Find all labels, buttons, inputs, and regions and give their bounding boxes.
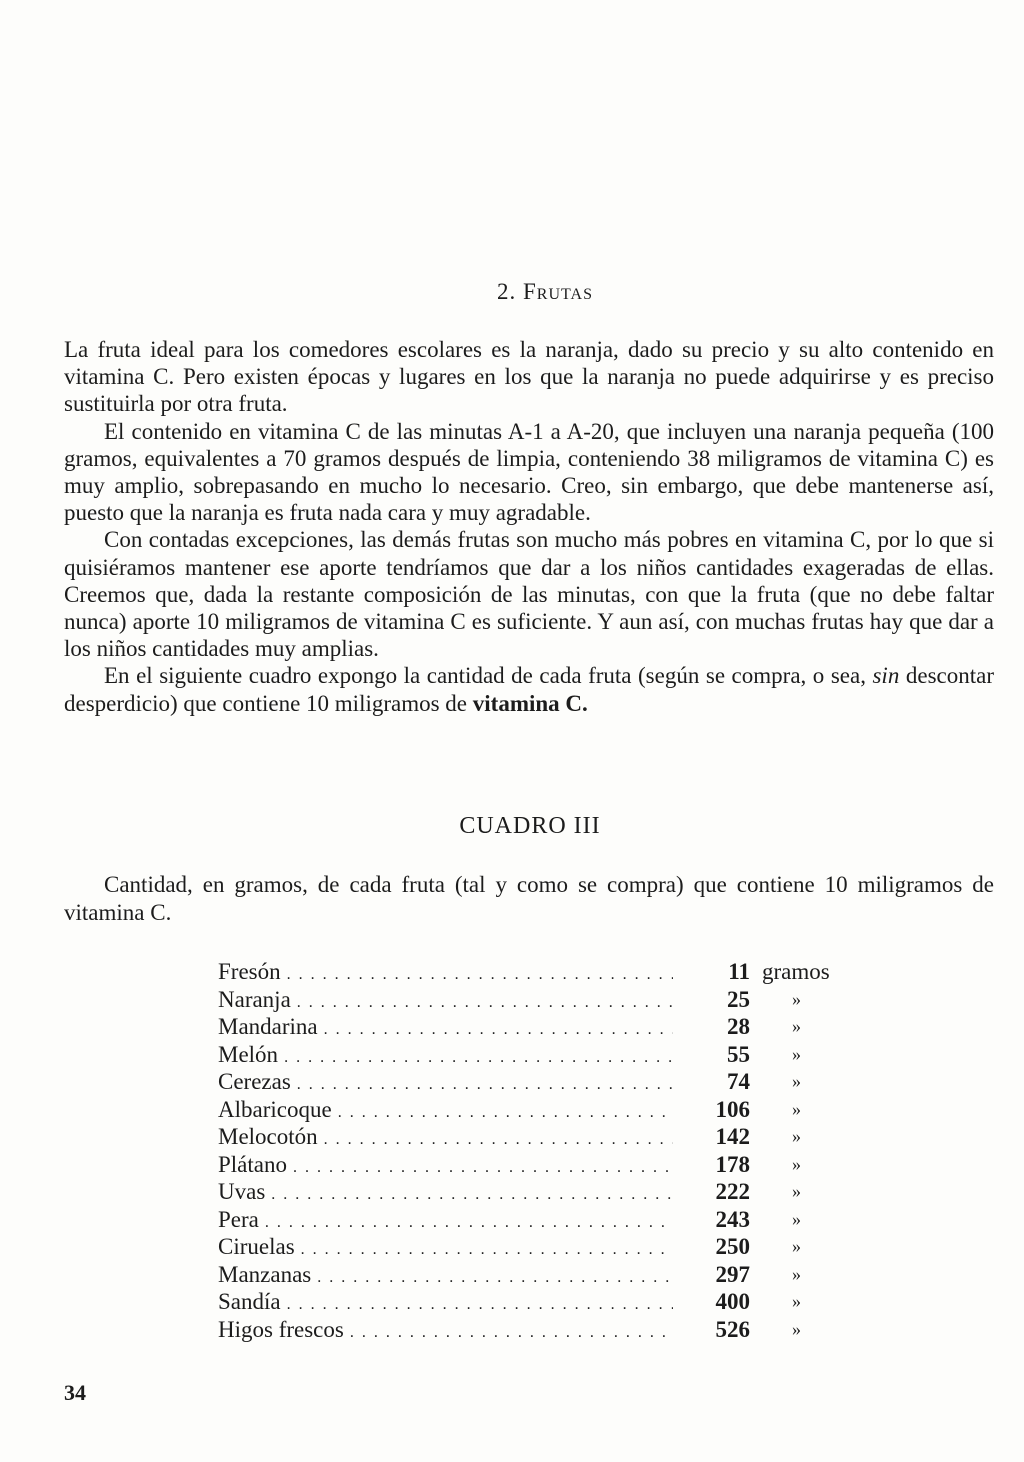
fruit-quantity: 25 [688, 986, 750, 1014]
ditto-mark: » [792, 1263, 801, 1284]
ditto-mark: » [792, 1071, 801, 1091]
section-title: Frutas [523, 279, 593, 304]
table-row [218, 1206, 858, 1234]
fruit-quantity: 55 [688, 1041, 750, 1069]
table-row [218, 1178, 858, 1206]
paragraph-4 [64, 662, 994, 716]
ditto-mark: » [792, 1043, 801, 1064]
ditto-mark: » [792, 1291, 801, 1311]
table-row [218, 1316, 858, 1344]
paragraph-4-emphasis: sin [872, 663, 900, 689]
body-text [64, 336, 994, 717]
fruit-quantity: 243 [688, 1206, 750, 1234]
fruit-quantity: 28 [688, 1013, 750, 1041]
section-heading [0, 279, 1024, 305]
fruit-name: Melón . . . [218, 1041, 673, 1072]
fruit-quantity: 106 [688, 1096, 750, 1124]
table-row [218, 1068, 858, 1096]
table-row [218, 958, 858, 986]
fruit-quantity: 297 [688, 1261, 750, 1289]
table-row [218, 1013, 858, 1041]
table-row [218, 986, 858, 1014]
ditto-mark: » [792, 988, 801, 1009]
fruit-quantity: 142 [688, 1123, 750, 1151]
table-row [218, 1151, 858, 1179]
unit-label: gramos [762, 959, 830, 984]
table-row [218, 1123, 858, 1151]
table-row [218, 1233, 858, 1261]
paragraph-4-part-b: descontar desperdicio) que contiene 10 miligramos de [64, 663, 994, 716]
fruit-name: Mandarina . . . [218, 1013, 673, 1044]
ditto-mark: » [792, 1153, 801, 1174]
fruit-table [218, 958, 858, 1343]
fruit-name: Fresón . . . [218, 958, 673, 989]
ditto-mark: » [792, 1318, 801, 1339]
fruit-quantity: 178 [688, 1151, 750, 1179]
ditto-mark: » [792, 1181, 801, 1201]
fruit-name: Higos frescos . . . [218, 1316, 673, 1347]
table-row [218, 1041, 858, 1069]
table-title: CUADRO III [459, 813, 601, 839]
fruit-name: Melocotón . . . [218, 1123, 673, 1154]
fruit-quantity: 11 [688, 958, 750, 986]
page-number: 34 [64, 1380, 86, 1405]
ditto-mark: » [792, 1016, 801, 1036]
ditto-mark: » [792, 1208, 801, 1229]
fruit-name: Manzanas . . . [218, 1261, 673, 1292]
fruit-quantity: 74 [688, 1068, 750, 1096]
ditto-mark: » [792, 1126, 801, 1146]
section-number: 2. [497, 279, 517, 304]
fruit-name: Albaricoque . . . [218, 1096, 673, 1127]
table-caption: Cantidad, en gramos, de cada fruta (tal y como se compra) que contiene 10 miligramos de vitamina C. [64, 872, 994, 925]
fruit-name: Pera . . . [218, 1206, 673, 1237]
fruit-quantity: 222 [688, 1178, 750, 1206]
fruit-quantity: 526 [688, 1316, 750, 1344]
fruit-name: Plátano . . . [218, 1151, 673, 1182]
ditto-mark: » [792, 1236, 801, 1256]
fruit-name: Sandía . . . [218, 1288, 673, 1319]
paragraph-4-part-a: En el siguiente cuadro expongo la cantidad de cada fruta (según se compra, o sea, [104, 663, 873, 689]
fruit-name: Naranja . . . [218, 986, 673, 1017]
fruit-quantity: 400 [688, 1288, 750, 1316]
table-row [218, 1288, 858, 1316]
paragraph-1: La fruta ideal para los comedores escolares es la naranja, dado su precio y su alto contenido en vitamina C. Pero existen épocas y lugares en los que la naranja no puede adquirirse y es preciso sustituirla por otra fruta. [64, 337, 994, 417]
ditto-mark: » [792, 1098, 801, 1119]
paragraph-4-bold: vitamina C. [472, 690, 588, 716]
paragraph-3: Con contadas excepciones, las demás frutas son mucho más pobres en vitamina C, por lo que si quisiéramos mantener ese aporte tendríamos que dar a los niños cantidades exageradas de ellas. Creemos que, dada la restante composición de las minutas, con que la fruta (que no debe faltar nunca) aporte 10 miligramos de vitamina C es suficiente. Y aun así, con muchas frutas hay que dar a los niños cantidades muy amplias. [64, 527, 994, 662]
fruit-name: Cerezas . . . [218, 1068, 673, 1099]
fruit-name: Uvas . . . [218, 1178, 673, 1209]
paragraph-2: El contenido en vitamina C de las minutas A-1 a A-20, que incluyen una naranja pequeña (100 gramos, equivalentes a 70 gramos después de limpia, conteniendo 38 miligramos de vitamina C) es muy amplio, sobrepasando en mucho lo necesario. Creo, sin embargo, que debe mantenerse así, puesto que la naranja es fruta nada cara y muy agradable. [64, 418, 994, 526]
fruit-name: Ciruelas . . . [218, 1233, 673, 1264]
table-row [218, 1261, 858, 1289]
table-row [218, 1096, 858, 1124]
fruit-quantity: 250 [688, 1233, 750, 1261]
